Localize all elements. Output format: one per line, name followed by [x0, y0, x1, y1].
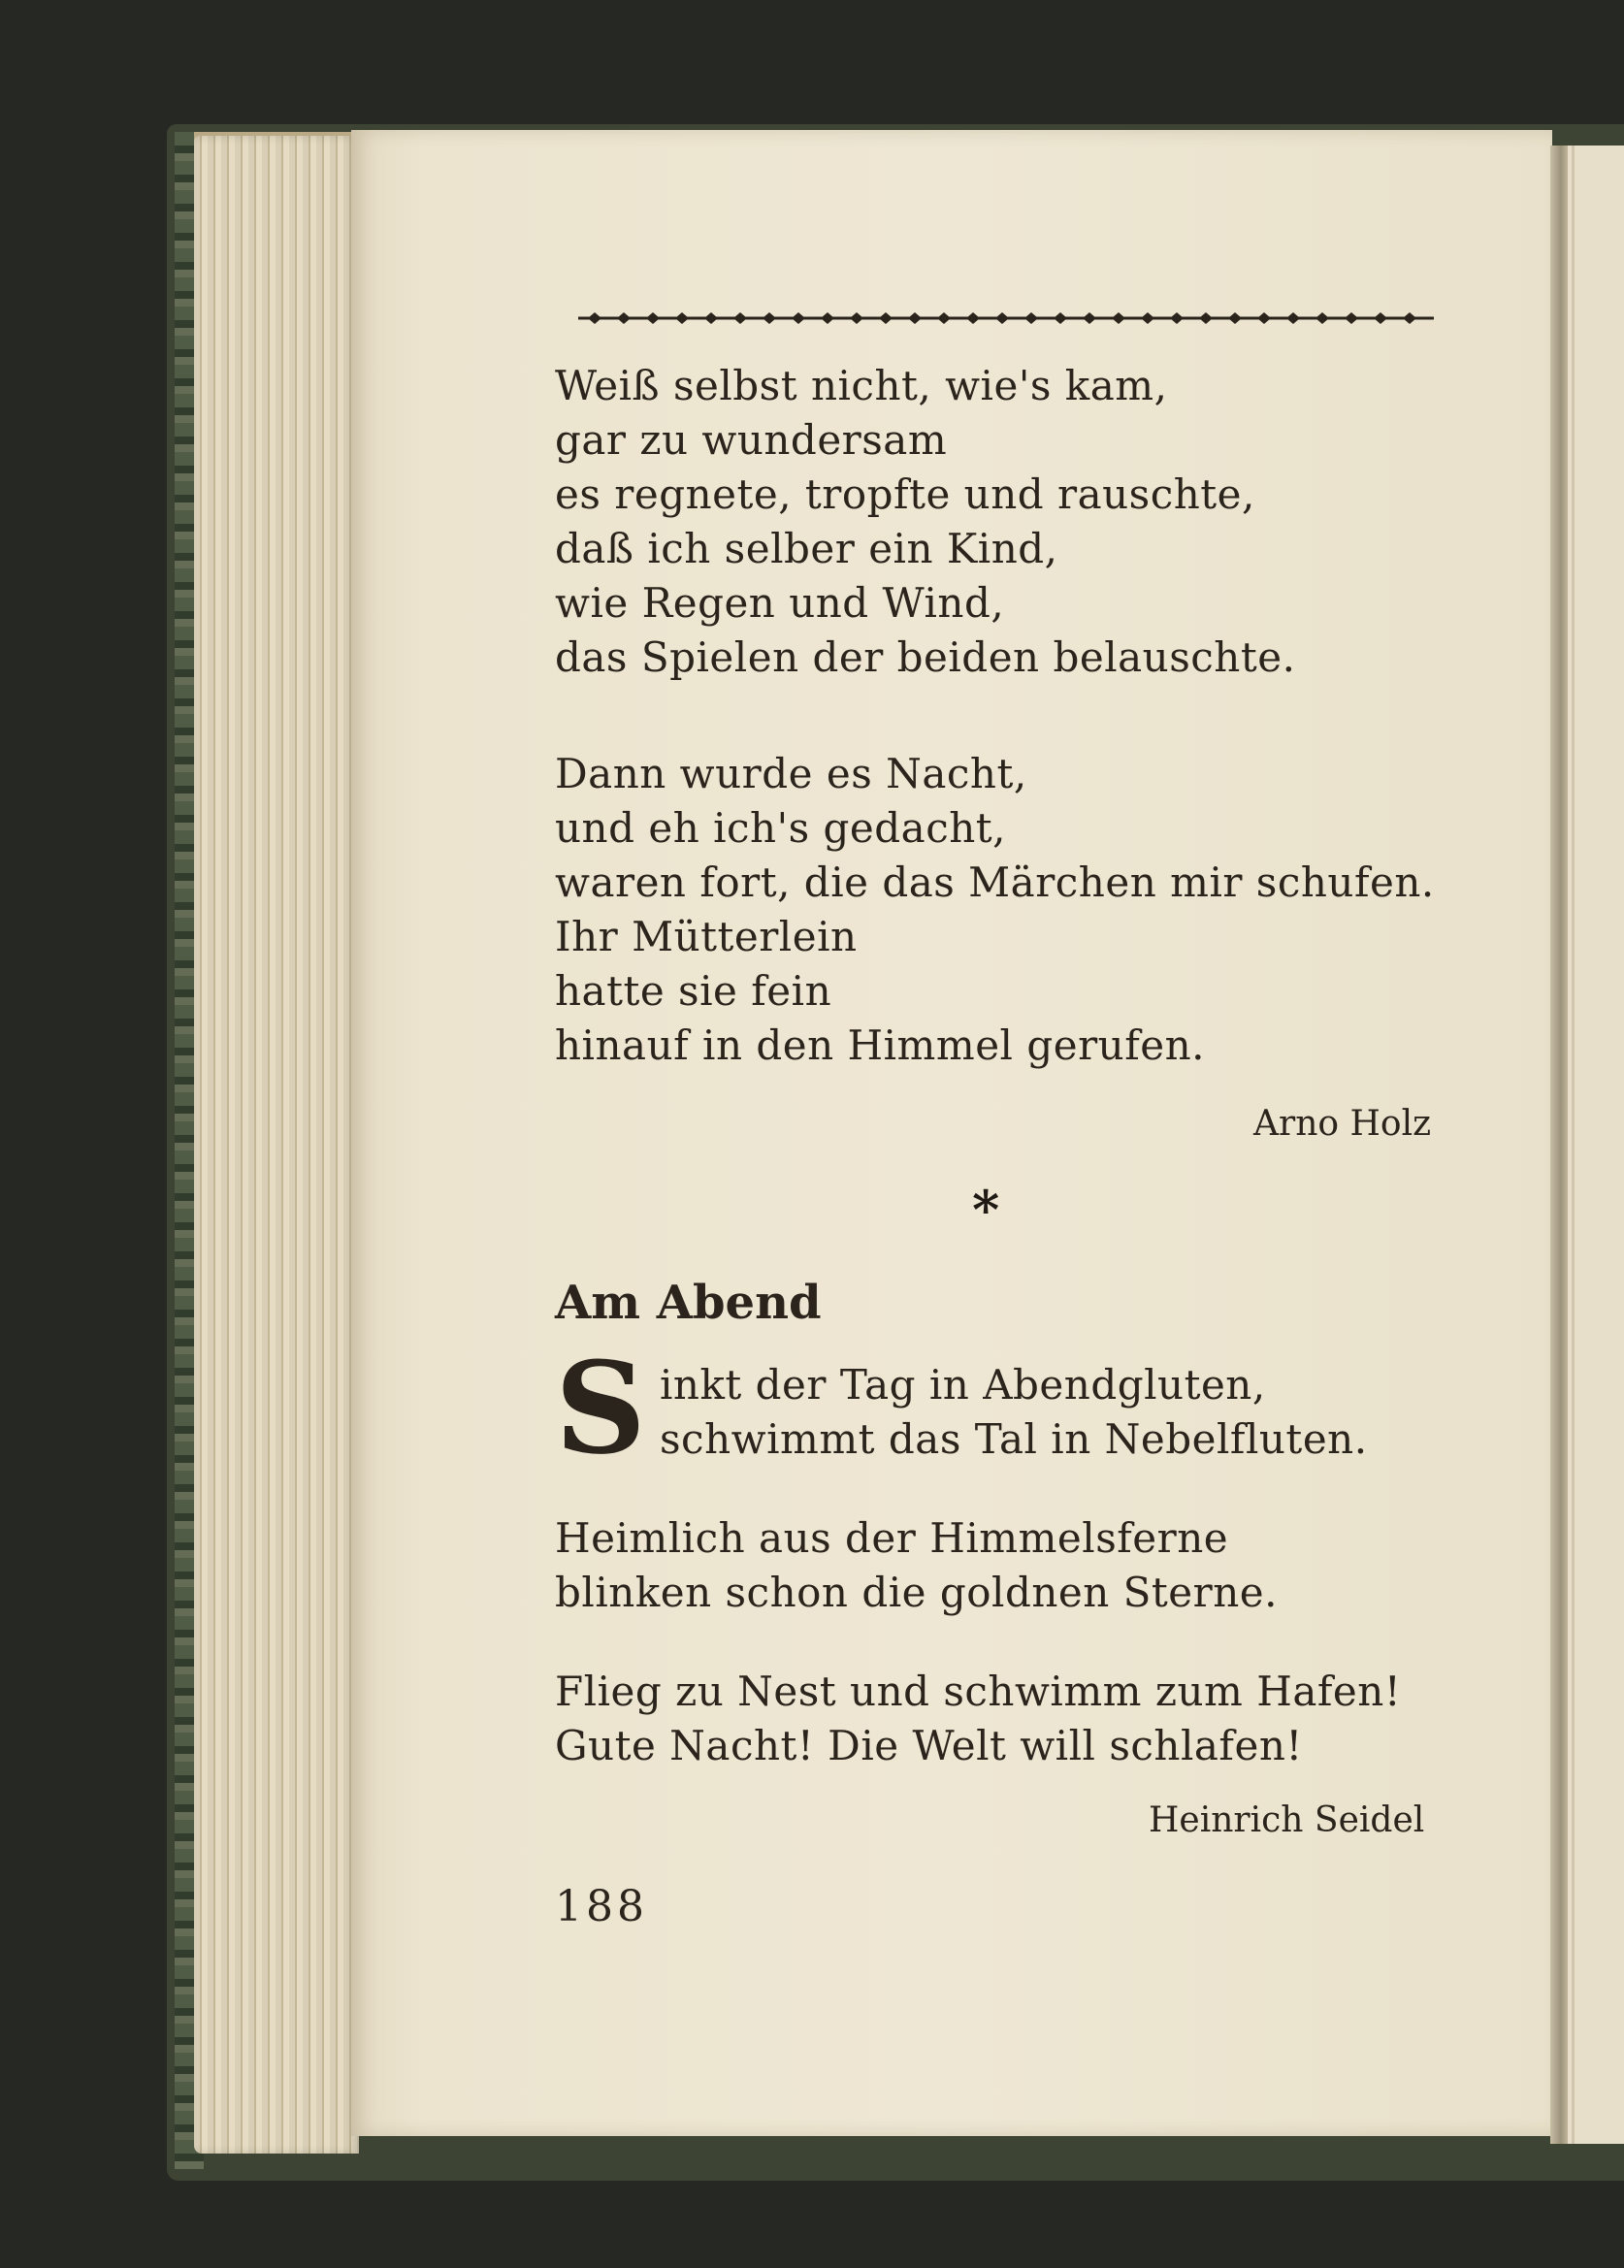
verse-line: blinken schon die goldnen Sterne.	[555, 1569, 1278, 1616]
verse-line: hatte sie fein	[555, 967, 832, 1015]
poem2-stanza2	[555, 1511, 1428, 1620]
verse-line: gar zu wundersam	[555, 416, 948, 464]
verse-line: Ihr Mütterlein	[555, 913, 858, 960]
verse-line: Weiß selbst nicht, wie's kam,	[555, 362, 1168, 409]
facing-page	[1568, 146, 1624, 2144]
poem2-stanza3	[555, 1665, 1428, 1773]
verse-line: schwimmt das Tal in Nebelfluten.	[660, 1415, 1368, 1463]
poem1-stanza1	[555, 359, 1428, 685]
poem1-stanza2	[555, 747, 1435, 1073]
page-number: 188	[555, 1882, 648, 1931]
book-gutter	[1550, 146, 1568, 2144]
facing-page-edge	[1572, 146, 1575, 2144]
verse-line: Flieg zu Nest und schwimm zum Hafen!	[555, 1668, 1402, 1715]
header-ornament-rule	[578, 308, 1434, 328]
verse-line: und eh ich's gedacht,	[555, 804, 1007, 852]
verse-line: Gute Nacht! Die Welt will schlafen!	[555, 1722, 1303, 1769]
section-separator: *	[972, 1179, 1000, 1241]
verse-line: waren fort, die das Märchen mir schufen.	[555, 859, 1435, 906]
verse-line: wie Regen und Wind,	[555, 579, 1005, 627]
verse-line: daß ich selber ein Kind,	[555, 525, 1058, 572]
poem2-stanza1	[660, 1358, 1436, 1467]
verse-line: Heimlich aus der Himmelsferne	[555, 1514, 1229, 1562]
poem2-dropcap: S	[555, 1334, 646, 1482]
poem2-author: Heinrich Seidel	[1149, 1800, 1425, 1840]
verse-line: hinauf in den Himmel gerufen.	[555, 1021, 1206, 1069]
page-stack-edges	[194, 136, 359, 2154]
verse-line: inkt der Tag in Abendgluten,	[660, 1361, 1266, 1409]
verse-line: es regnete, tropfte und rauschte,	[555, 470, 1255, 518]
verse-line: Dann wurde es Nacht,	[555, 750, 1027, 797]
poem2-title: Am Abend	[555, 1276, 822, 1330]
poem1-author: Arno Holz	[1253, 1104, 1432, 1144]
verse-line: das Spielen der beiden belauschte.	[555, 633, 1296, 681]
